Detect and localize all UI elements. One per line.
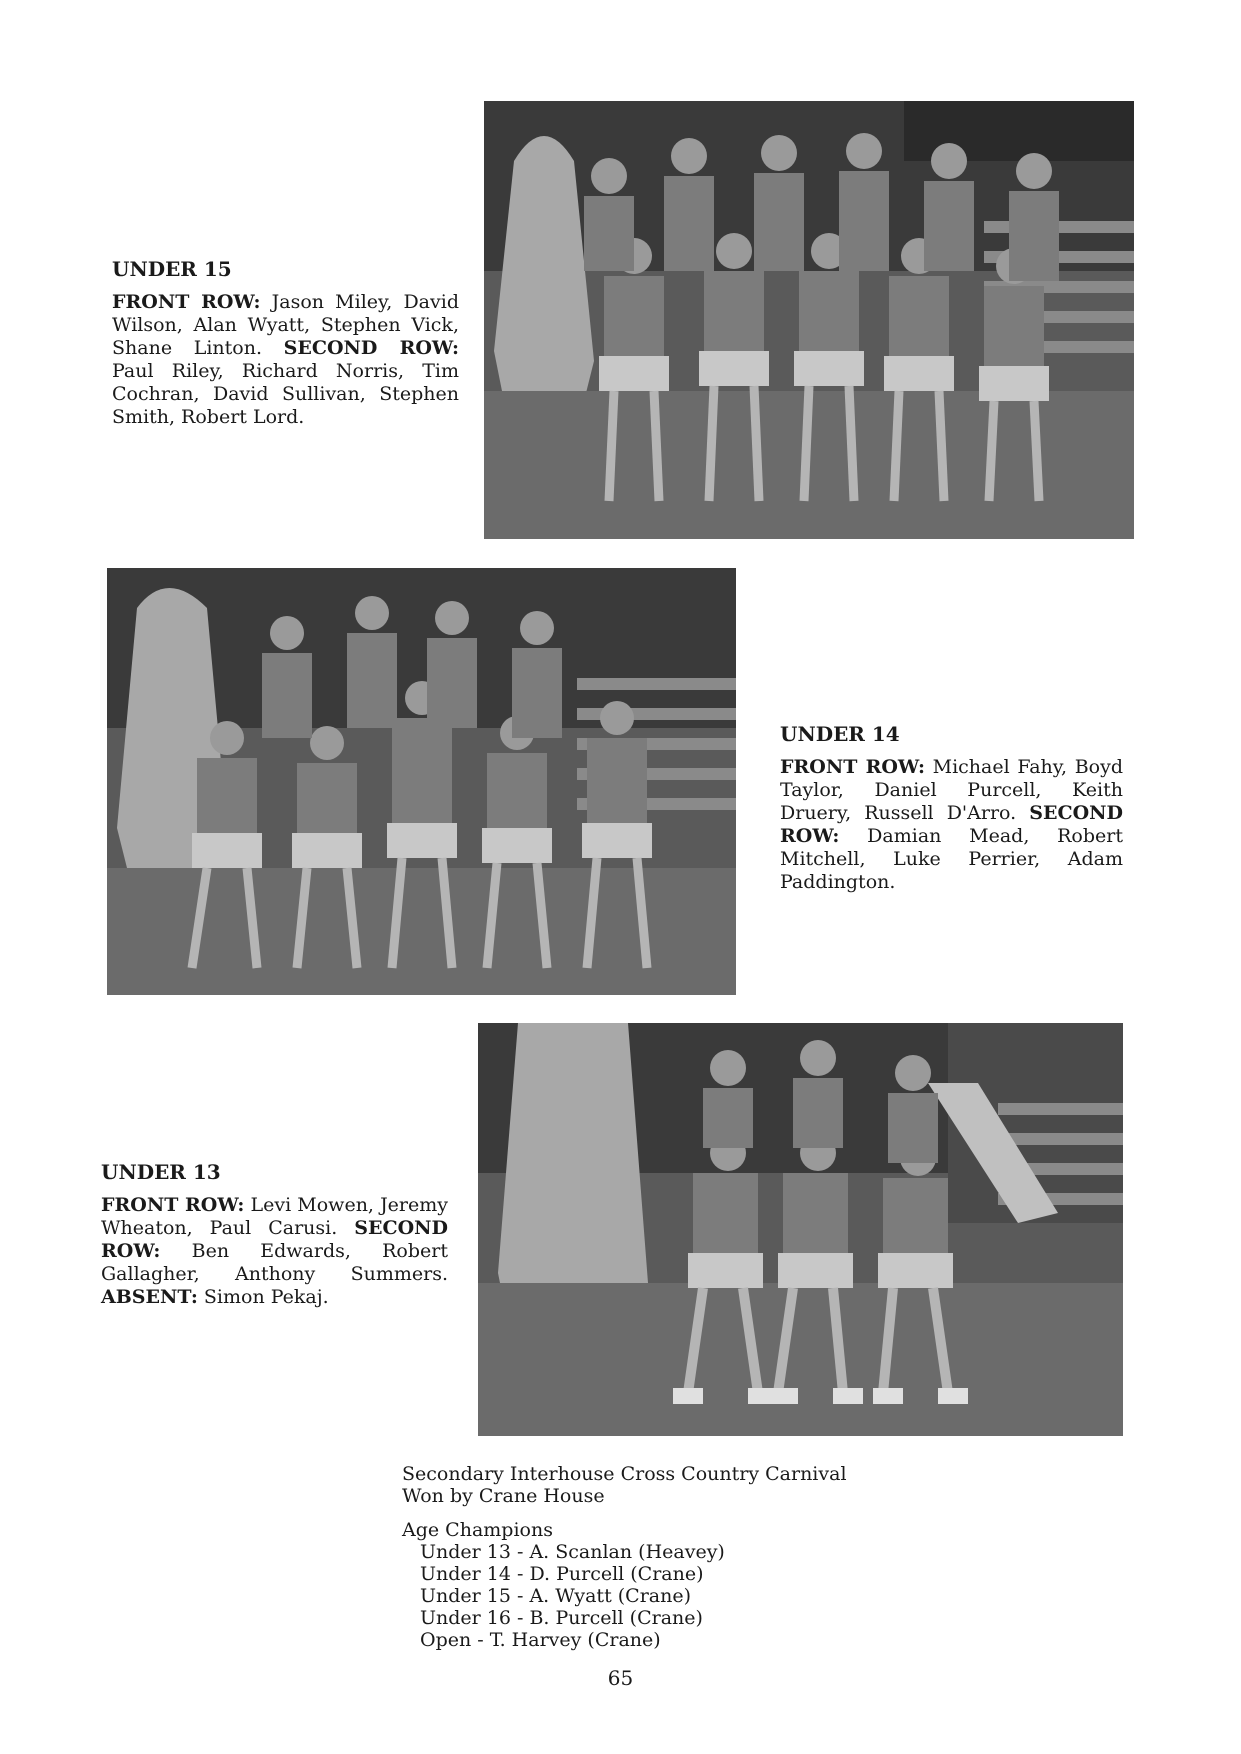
caption-under13 [101,1161,448,1309]
caption-under14 [780,723,1123,894]
row-names: Jason Miley, David Wilson, Alan Wyatt, Stephen Vick, Shane Linton. [112,291,459,359]
team-photo-graphic [478,1023,1123,1436]
carnival-winner: Won by Crane House [402,1485,605,1507]
champion-entry: Open - T. Harvey (Crane) [420,1629,661,1651]
row-names: Levi Mowen, Jeremy Wheaton, Paul Carusi. [101,1194,449,1239]
champions-heading: Age Champions [402,1519,553,1541]
champion-entry: Under 14 - D. Purcell (Crane) [420,1563,704,1585]
caption-under15 [112,258,459,429]
team-photo-graphic [484,101,1134,539]
row-label: ABSENT: [101,1286,198,1308]
row-names: Damian Mead, Robert Mitchell, Luke Perrier, Adam Paddington. [780,825,1123,893]
row-label: SECOND ROW: [101,1217,448,1262]
caption-body [101,1194,448,1308]
row-label: SECOND ROW: [780,802,1123,847]
section-heading: UNDER 14 [780,722,900,746]
champion-entry: Under 16 - B. Purcell (Crane) [420,1607,703,1629]
champion-entry: Under 13 - A. Scanlan (Heavey) [420,1541,725,1563]
caption-body [112,291,459,428]
row-names: Michael Fahy, Boyd Taylor, Daniel Purcell, Keith Druery, Russell D'Arro. [780,756,1123,824]
carnival-summary [402,1463,847,1651]
team-photo-graphic [107,568,736,995]
photo-under14-team [107,568,736,995]
champion-entry: Under 15 - A. Wyatt (Crane) [420,1585,691,1607]
photo-under13-team [478,1023,1123,1436]
row-label: FRONT ROW: [112,291,261,313]
row-names: Simon Pekaj. [197,1286,329,1308]
section-heading: UNDER 15 [112,257,232,281]
caption-body [780,756,1123,893]
section-heading: UNDER 13 [101,1160,221,1184]
page-number: 65 [607,1666,634,1690]
row-names: Ben Edwards, Robert Gallagher, Anthony Summers. [101,1240,448,1285]
row-label: FRONT ROW: [780,756,925,778]
row-label: FRONT ROW: [101,1194,245,1216]
carnival-title: Secondary Interhouse Cross Country Carnival [402,1463,847,1485]
row-label: SECOND ROW: [283,337,459,359]
photo-under15-team [484,101,1134,539]
row-names: Paul Riley, Richard Norris, Tim Cochran, David Sullivan, Stephen Smith, Robert Lord. [112,360,459,428]
